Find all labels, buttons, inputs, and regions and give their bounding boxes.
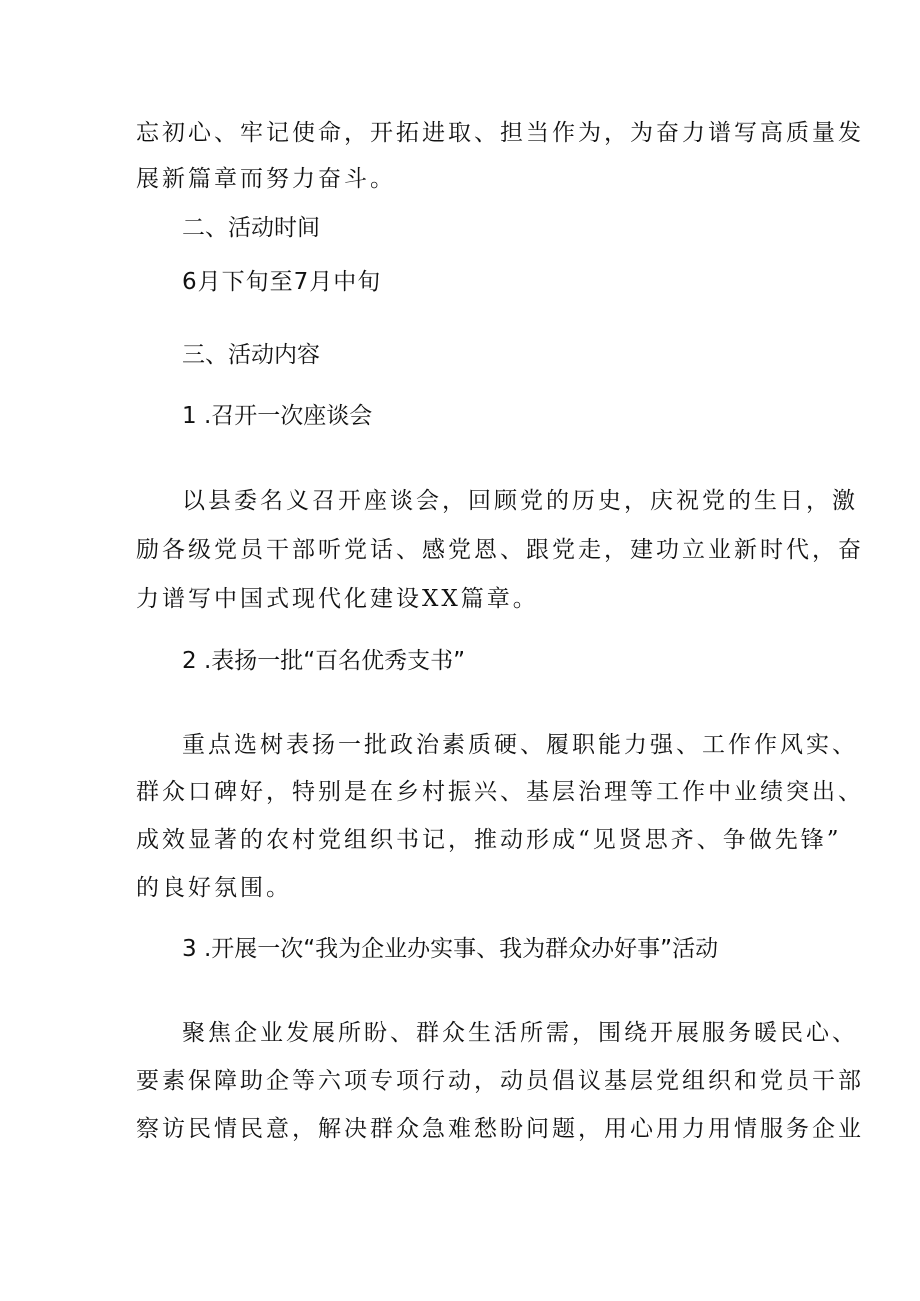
section-time-text: 6月下旬至7月中旬	[182, 269, 382, 295]
section-time-heading: 二、活动时间	[182, 215, 320, 241]
item3-line-1: 聚焦企业发展所盼、群众生活所需，围绕开展服务暖民心、	[182, 1020, 858, 1046]
item3-line-3: 察访民情民意，解决群众急难愁盼问题，用心用力用情服务企业	[136, 1116, 864, 1142]
item3-heading: 3 .开展一次“我为企业办实事、我为群众办好事”活动	[182, 936, 719, 962]
item2-line-3: 成效显著的农村党组织书记，推动形成“见贤思齐、争做先锋”	[136, 827, 842, 853]
item3-line-2: 要素保障助企等六项专项行动，动员倡议基层党组织和党员干部	[136, 1068, 864, 1094]
intro-line-1: 忘初心、牢记使命，开拓进取、担当作为，为奋力谱写高质量发	[136, 120, 864, 146]
item2-heading: 2 .表扬一批“百名优秀支书”	[182, 648, 466, 674]
intro-line-2: 展新篇章而努力奋斗。	[136, 166, 396, 192]
item1-line-3: 力谱写中国式现代化建设XX篇章。	[136, 586, 539, 612]
item1-heading: 1 .召开一次座谈会	[182, 403, 373, 429]
item1-line-2: 励各级党员干部听党话、感党恩、跟党走，建功立业新时代，奋	[136, 537, 864, 563]
item2-line-4: 的良好氛围。	[136, 875, 292, 901]
section-content-heading: 三、活动内容	[182, 342, 320, 368]
item1-line-1: 以县委名义召开座谈会，回顾党的历史，庆祝党的生日，激	[182, 488, 858, 514]
item2-line-1: 重点选树表扬一批政治素质硬、履职能力强、工作作风实、	[182, 732, 858, 758]
item2-line-2: 群众口碑好，特别是在乡村振兴、基层治理等工作中业绩突出、	[136, 779, 864, 805]
